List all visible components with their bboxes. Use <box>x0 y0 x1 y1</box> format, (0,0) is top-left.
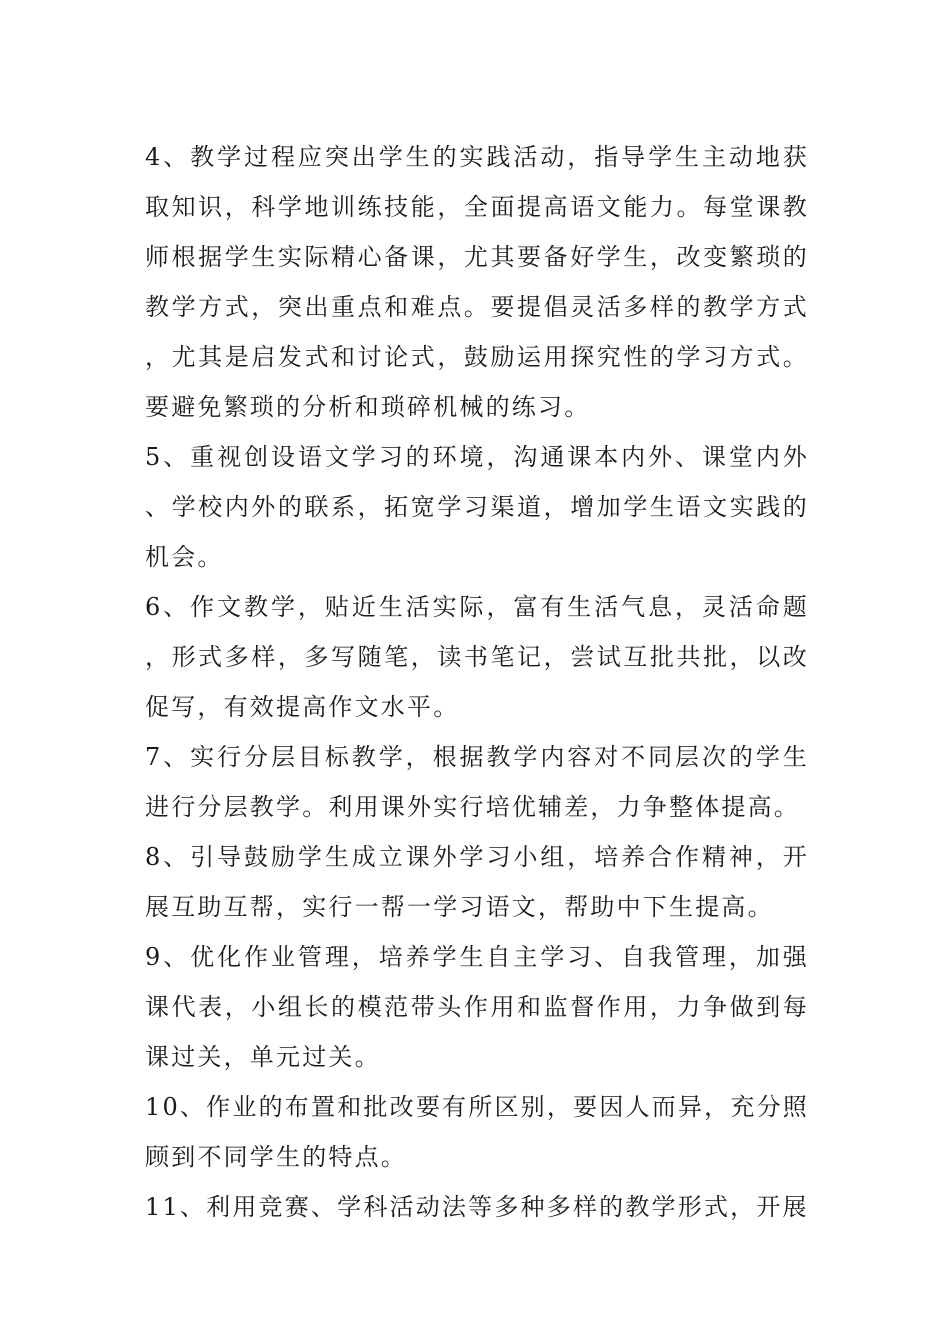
document-body <box>145 132 809 1232</box>
paragraph-11: 11、利用竞赛、学科活动法等多种多样的教学形式，开展 <box>145 1193 809 1221</box>
paragraph-4: 4、教学过程应突出学生的实践活动，指导学生主动地获取知识，科学地训练技能，全面提高语文能力。每堂课教师根据学生实际精心备课，尤其要备好学生，改变繁琐的教学方式，突出重点和难点。要提倡灵活多样的教学方式，尤其是启发式和讨论式，鼓励运用探究性的学习方式。要避免繁琐的分析和琐碎机械的练习。 <box>145 143 809 421</box>
paragraph-7: 7、实行分层目标教学，根据教学内容对不同层次的学生进行分层教学。利用课外实行培优辅差，力争整体提高。 <box>145 743 809 821</box>
paragraph-6: 6、作文教学，贴近生活实际，富有生活气息，灵活命题，形式多样，多写随笔，读书笔记，尝试互批共批，以改促写，有效提高作文水平。 <box>145 593 809 721</box>
paragraph-9: 9、优化作业管理，培养学生自主学习、自我管理，加强课代表，小组长的模范带头作用和监督作用，力争做到每课过关，单元过关。 <box>145 943 809 1071</box>
paragraph-5: 5、重视创设语文学习的环境，沟通课本内外、课堂内外、学校内外的联系，拓宽学习渠道，增加学生语文实践的机会。 <box>145 443 809 571</box>
paragraph-8: 8、引导鼓励学生成立课外学习小组，培养合作精神，开展互助互帮，实行一帮一学习语文，帮助中下生提高。 <box>145 843 809 921</box>
paragraph-10: 10、作业的布置和批改要有所区别，要因人而异，充分照顾到不同学生的特点。 <box>145 1093 809 1171</box>
